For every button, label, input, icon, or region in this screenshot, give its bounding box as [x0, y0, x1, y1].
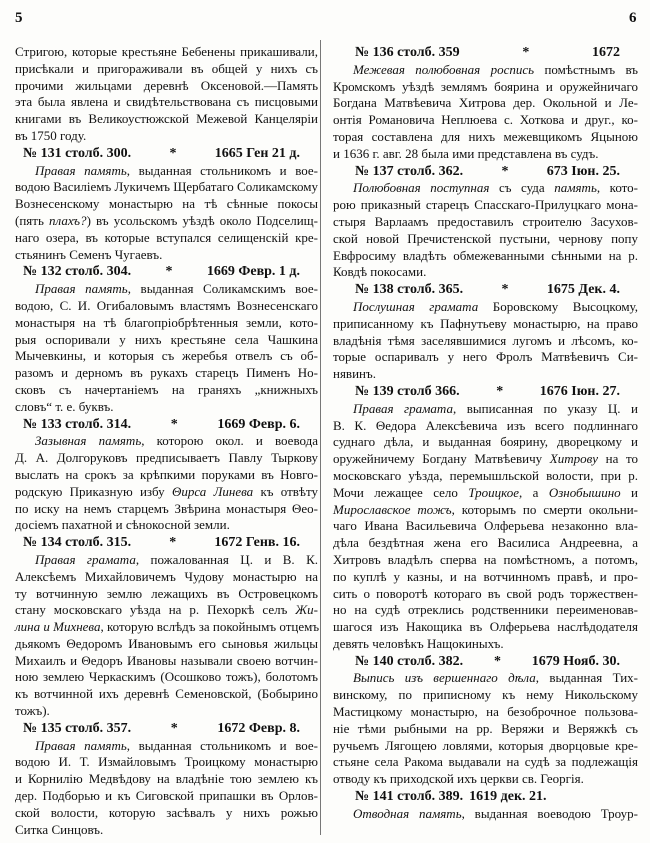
text-line: [333, 349, 638, 366]
text-line: [15, 822, 318, 839]
text-segment: стану московскаго уѣзда на р. Пехоркѣ селъ: [15, 602, 296, 618]
entry-header: [15, 146, 318, 163]
document-title-italic: Правая память: [35, 737, 127, 753]
text-segment: досіемъ пахатной и сѣнокосной земли.: [15, 517, 230, 533]
document-title-italic: Правая память: [35, 281, 128, 297]
text-line: [333, 502, 638, 519]
text-line: [333, 754, 638, 771]
document-title-italic: Ознобышино: [548, 484, 621, 500]
text-segment: и: [620, 484, 638, 500]
text-segment: Мастицкому монастырю, на безоброчное пользова-: [333, 704, 638, 720]
text-line: [15, 213, 318, 230]
text-line: [333, 636, 638, 653]
text-line: [15, 636, 318, 653]
text-line: [15, 788, 318, 805]
text-segment: книгами въ Великоустюжской Межевой Канцеляріи: [15, 111, 318, 127]
text-segment: , которою окол. и воевода: [141, 433, 319, 449]
entry-header: [333, 654, 638, 671]
document-title-italic: Θирса Линева: [171, 483, 254, 499]
text-line: [15, 501, 318, 518]
text-segment: ніе тѣми рыбными на рр. Веряжи и Веряжкѣ съ: [333, 720, 638, 736]
entry-star: *: [501, 163, 509, 179]
left-column: [15, 44, 318, 838]
text-segment: и Корнилію Медвѣдову на владѣніе тою землею къ: [15, 771, 318, 787]
text-segment: чаго Ивана Васильевича Олферьева незаконно вла-: [333, 518, 638, 534]
document-title-italic: Мирославское тожъ: [333, 501, 452, 517]
entry-star: *: [496, 383, 504, 399]
text-line: [333, 434, 638, 451]
text-segment: московскаго уѣзда, перемышльской волости, при р.: [333, 467, 638, 483]
text-line: [15, 382, 318, 399]
text-line: [15, 450, 318, 467]
text-line: [333, 738, 638, 755]
text-segment: словъ“ т. е. буквъ.: [15, 398, 114, 414]
text-line: [15, 619, 318, 636]
text-line: [333, 299, 638, 316]
text-line: [333, 535, 638, 552]
text-line: [333, 231, 638, 248]
catalog-entry: [15, 417, 318, 535]
text-line: [333, 721, 638, 738]
text-segment: онтія Романовича Неплюева с. Хоткова и друг., ко-: [333, 112, 638, 128]
text-line: [15, 61, 318, 78]
text-line: [15, 247, 318, 264]
text-segment: тожъ).: [15, 703, 50, 719]
catalog-entry: [333, 164, 638, 282]
document-title-italic: Выпись изъ вершеннаго дѣла: [353, 670, 536, 686]
text-segment: къ вотчинной ихъ деревнѣ Семеновской, (Бобырино: [15, 686, 318, 702]
text-segment: рыя оспоривали у нихъ крестьяне села Чашкина: [15, 331, 318, 347]
document-title-italic: Межевая полюбовная роспись: [353, 61, 535, 77]
catalog-entry: [333, 45, 638, 163]
continued-text: [15, 44, 318, 145]
document-title-italic: Троицкое: [468, 484, 520, 500]
text-line: [15, 94, 318, 111]
text-line: [15, 669, 318, 686]
text-line: [333, 95, 638, 112]
text-segment: Кромскомъ уѣздѣ землямъ боярина и оружейничаго: [333, 78, 638, 94]
text-segment: стыря Варлаамъ предоставилъ строителю Засухов-: [333, 213, 638, 229]
text-line: [333, 197, 638, 214]
text-line: [15, 230, 318, 247]
text-segment: присѣкали и пригораживали въ общей у нихъ съ: [15, 60, 318, 76]
catalog-entry: [15, 721, 318, 839]
text-line: [15, 738, 318, 755]
text-line: [333, 619, 638, 636]
entry-date: 673 Іюн. 25.: [546, 163, 620, 179]
text-line: [333, 485, 638, 502]
text-segment: сковъ съ начертаніемъ на граняхъ „книжныхъ: [15, 381, 318, 397]
text-segment: , выданная стольникомъ и вое-: [126, 162, 318, 178]
text-line: [15, 163, 318, 180]
entry-number: № 140 столб. 382.: [355, 653, 464, 669]
text-line: [333, 248, 638, 265]
text-segment: Михаилъ и Θедоръ Ивановы называли своею вотчин-: [15, 652, 318, 668]
text-segment: ) въ усольскомъ уѣздѣ около Подселищ-: [86, 212, 318, 228]
text-segment: прочими жильцами деревнѣ Оксеновой.—Память: [15, 77, 318, 93]
text-line: [15, 196, 318, 213]
text-segment: по иску на немъ старцемъ Звѣрина монастыря Θео-: [15, 500, 318, 516]
text-segment: сить о поворотѣ котораго въ свой родъ торжествен-: [333, 585, 638, 601]
text-segment: шагося изъ Накощика въ Олферьева наслѣдодателя: [333, 619, 638, 635]
text-segment: Ситка Синцовъ.: [15, 821, 104, 837]
text-segment: , выданная стольникомъ и вое-: [126, 737, 318, 753]
entry-number: № 134 столб. 315.: [23, 535, 132, 551]
text-line: [333, 333, 638, 350]
catalog-entry: [333, 654, 638, 788]
text-line: [333, 552, 638, 569]
text-line: [333, 316, 638, 333]
text-line: [333, 214, 638, 231]
catalog-entry: [15, 146, 318, 264]
text-segment: эта была явлена и свидѣтельствована съ писцовыми: [15, 94, 318, 110]
text-segment: ною землею Черкаскимъ (Осошково тожъ), болотомъ: [15, 669, 318, 685]
text-line: [15, 332, 318, 349]
entry-date: 1619 дек. 21.: [469, 789, 547, 805]
document-title-italic: Хитрову: [549, 451, 599, 467]
entry-header: [333, 384, 638, 401]
entry-date: 1675 Дек. 4.: [546, 282, 620, 298]
entry-number: № 136 столб. 359: [355, 45, 460, 60]
text-line: [333, 62, 638, 79]
text-segment: помѣстнымъ въ: [534, 61, 638, 77]
document-title-italic: Послушная грамата: [353, 298, 479, 314]
text-line: [333, 418, 638, 435]
text-segment: , а: [519, 484, 549, 500]
entry-number: № 133 столб. 314.: [23, 416, 132, 432]
document-title-italic: Правая грамата: [353, 400, 453, 416]
entry-header: [333, 45, 638, 62]
text-segment: водою Василіемъ Лукичемъ Щербатаго Соликамскому: [15, 179, 319, 195]
text-segment: торые оспаривалъ у него Фролъ Матвѣевичъ Си-: [333, 349, 638, 365]
text-segment: дьякомъ Θедоромъ Ивановымъ его сыновья жильцы: [15, 635, 318, 651]
text-segment: отводу къ приходской ихъ церкви св. Георгія.: [333, 771, 584, 787]
text-line: [333, 704, 638, 721]
column-divider: [320, 40, 321, 835]
text-segment: выслать на срокъ за крѣпкими поруками въ Новго-: [15, 466, 318, 482]
text-line: [15, 552, 318, 569]
text-segment: , которымъ по смерти окольни-: [451, 501, 638, 517]
text-line: [333, 806, 638, 823]
text-line: [333, 468, 638, 485]
text-segment: ручьемъ Лягощею ловлями, которыя дворцовые кре-: [333, 737, 638, 753]
document-title-italic: Правая грамата: [35, 551, 136, 567]
text-line: [333, 112, 638, 129]
text-segment: водою, С. И. Огибаловымъ властямъ Вознесенскаго: [15, 297, 318, 313]
text-segment: стьянинъ Семенъ Чугаевъ.: [15, 246, 163, 262]
text-segment: суднаго дѣла, и выданная боярину, дворецкому и: [333, 434, 638, 450]
text-segment: Д. А. Долгоруковъ предписываетъ Павлу Тыркову: [15, 450, 318, 466]
text-line: [333, 366, 638, 383]
entry-header: [333, 789, 638, 806]
text-segment: ту вотчинную землю лежащихъ въ Островецкомъ: [15, 585, 318, 601]
entry-number: № 135 столб. 357.: [23, 720, 132, 736]
entry-number: № 139 столб 366.: [355, 383, 460, 399]
page-number-left: 5: [15, 10, 23, 26]
text-segment: Вознесенскому монастырю на тѣ сѣнные покосы: [15, 196, 318, 212]
text-line: [333, 180, 638, 197]
text-segment: , выданная воеводою Троур-: [461, 805, 638, 821]
text-segment: въ 1750 году.: [15, 127, 87, 143]
entry-star: *: [170, 720, 178, 736]
text-segment: Стригою, которые крестьяне Бебенены прикашивали,: [15, 44, 318, 59]
text-segment: Мычевкины, и которыя съ жеребья отвелъ съ об-: [15, 348, 318, 364]
text-segment: Мочи лежащее село: [333, 484, 469, 500]
entry-star: *: [165, 264, 173, 280]
text-line: [15, 467, 318, 484]
entry-date: 1672 Генв. 16.: [214, 535, 300, 551]
entry-star: *: [501, 282, 509, 298]
entry-header: [15, 264, 318, 281]
text-line: [15, 754, 318, 771]
catalog-entry: [15, 535, 318, 720]
text-line: [15, 771, 318, 788]
text-segment: Ковдѣ покосами.: [333, 264, 427, 280]
document-title-italic: Жи-: [295, 602, 318, 618]
entry-date: 1669 Февр. 6.: [217, 416, 300, 432]
entry-number: № 138 столб. 365.: [355, 282, 464, 298]
text-line: [333, 79, 638, 96]
entry-star: *: [522, 45, 530, 60]
text-segment: наго озера, въ которые вступался селищенскій кре-: [15, 229, 318, 245]
text-segment: рою приказный старецъ Спасскаго-Прилуцкаго мона-: [333, 197, 638, 213]
entry-date: 1672: [592, 45, 620, 60]
text-segment: оружейничему Богдану Матвѣевичу: [333, 451, 550, 467]
document-title-italic: Отводная память: [353, 805, 462, 821]
text-segment: по куплѣ у казны, и на вотчинномъ правѣ, и про-: [333, 568, 638, 584]
text-segment: (пять: [15, 212, 50, 228]
text-segment: нявинъ.: [333, 366, 376, 382]
text-segment: водою И. Т. Измайловымъ Троицкому монастырю: [15, 754, 318, 770]
entry-star: *: [169, 145, 177, 161]
text-line: [15, 686, 318, 703]
text-segment: , которую вслѣдъ за покойнымъ отцемъ: [100, 619, 320, 635]
text-segment: , выданная Тих-: [535, 670, 638, 686]
entry-star: *: [493, 653, 501, 669]
text-line: [333, 146, 638, 163]
entry-star: *: [169, 535, 177, 551]
entry-date: 1672 Февр. 8.: [217, 720, 300, 736]
entry-header: [15, 535, 318, 552]
text-line: [333, 451, 638, 468]
document-title-italic: Зазывная память: [35, 433, 142, 449]
entry-date: 1665 Ген 21 д.: [214, 145, 300, 161]
text-line: [333, 771, 638, 788]
text-line: [15, 315, 318, 332]
text-line: [333, 129, 638, 146]
catalog-entry: [333, 282, 638, 383]
text-segment: Богдана Матвѣевича Хитрова дер. Окольной и Ле-: [333, 95, 638, 111]
text-line: [15, 569, 318, 586]
entry-header: [333, 282, 638, 299]
text-segment: разомъ и дерномъ въ рукахъ старецъ Пименъ Но-: [15, 365, 318, 381]
entry-date: 1669 Февр. 1 д.: [206, 264, 300, 280]
document-title-italic: плахъ?: [49, 212, 87, 228]
text-segment: ской волости, которую засѣвалъ у нихъ рожью: [15, 804, 318, 820]
text-segment: стьяне села Ракома выдавали на судѣ за подлежащія: [333, 754, 638, 770]
text-segment: винскому, по приписному къ нему Никольскому: [333, 687, 638, 703]
text-segment: Хитровъ владѣлъ сперва на помѣстномъ, а потомъ,: [333, 551, 638, 567]
entry-date: 1676 Іюн. 27.: [539, 383, 620, 399]
text-line: [333, 602, 638, 619]
text-segment: владѣнія тѣмя заселявшимися лугомъ и лѣсомъ, ко-: [333, 332, 638, 348]
text-line: [15, 111, 318, 128]
text-line: [15, 653, 318, 670]
text-line: [15, 703, 318, 720]
text-line: [15, 78, 318, 95]
text-segment: , кото-: [596, 180, 639, 196]
text-line: [333, 586, 638, 603]
text-segment: Алексѣемъ Михайловичемъ Чудову монастырю на: [15, 568, 318, 584]
entry-number: № 137 столб. 362.: [355, 163, 464, 179]
text-line: [15, 281, 318, 298]
text-line: [15, 399, 318, 416]
text-segment: , пожалованная Ц. и В. К.: [135, 551, 318, 567]
text-line: [15, 805, 318, 822]
text-segment: съ суда: [489, 180, 555, 196]
text-line: [15, 517, 318, 534]
document-title-italic: Правая память: [35, 162, 127, 178]
text-line: [333, 670, 638, 687]
text-line: [333, 518, 638, 535]
text-segment: приписанному къ Пафнутьеву монастырю, на право: [333, 315, 638, 331]
entry-header: [15, 417, 318, 434]
text-line: [15, 44, 318, 61]
text-segment: дер. Подборью и къ Сиговской припашки въ Орлов-: [15, 788, 318, 804]
entry-number: № 141 столб. 389.: [355, 789, 464, 805]
text-line: [15, 179, 318, 196]
entry-header: [15, 721, 318, 738]
right-column: [333, 44, 638, 823]
entry-number: № 132 столб. 304.: [23, 264, 132, 280]
text-line: [15, 298, 318, 315]
document-title-italic: память: [554, 180, 597, 196]
text-segment: къ отвѣту: [253, 483, 318, 499]
text-line: [333, 687, 638, 704]
text-segment: но на судѣ отреклись родственники переименовав-: [333, 602, 638, 618]
catalog-entry: [15, 264, 318, 415]
text-line: [15, 128, 318, 145]
text-segment: родскую Приказную избу: [15, 483, 172, 499]
text-segment: В. К. Θедора Алексѣевича изъ всего подлиннаго: [333, 417, 638, 433]
text-line: [15, 484, 318, 501]
page-number-right: 6: [629, 10, 637, 26]
text-line: [333, 569, 638, 586]
catalog-entry: [333, 384, 638, 653]
document-title-italic: лина и Михнева: [15, 619, 101, 635]
text-segment: и 1636 г. авг. 28 была ими представлена въ судъ.: [333, 145, 599, 161]
text-line: [15, 348, 318, 365]
text-segment: монастыря на тѣ благопріобрѣтенныя земли, кото-: [15, 314, 318, 330]
text-segment: дѣла бездѣтная жена его Василиса Андреевна, а: [333, 535, 638, 551]
text-line: [333, 264, 638, 281]
entry-star: *: [170, 416, 178, 432]
text-line: [333, 401, 638, 418]
entry-number: № 131 столб. 300.: [23, 145, 132, 161]
text-segment: Боровскому Высоцкому,: [478, 298, 638, 314]
text-segment: ской новой Пречистенской пустыни, чернову попу: [333, 230, 638, 246]
text-segment: Евфросиму владѣть обмежеванными сѣнными на р.: [333, 247, 638, 263]
text-line: [15, 586, 318, 603]
text-line: [15, 602, 318, 619]
text-segment: , выписанная по указу Ц. и: [452, 400, 638, 416]
text-segment: на то: [598, 451, 638, 467]
text-segment: торая составлена для нихъ межевщикомъ Яцыною: [333, 128, 638, 144]
text-segment: , выданная Соликамскимъ вое-: [127, 281, 318, 297]
document-title-italic: Полюбовная поступная: [353, 180, 490, 196]
text-line: [15, 433, 318, 450]
entry-date: 1679 Нояб. 30.: [531, 653, 620, 669]
entry-header: [333, 164, 638, 181]
text-line: [15, 365, 318, 382]
text-segment: девять человѣкъ Нащокиныхъ.: [333, 635, 504, 651]
catalog-entry: [333, 789, 638, 823]
